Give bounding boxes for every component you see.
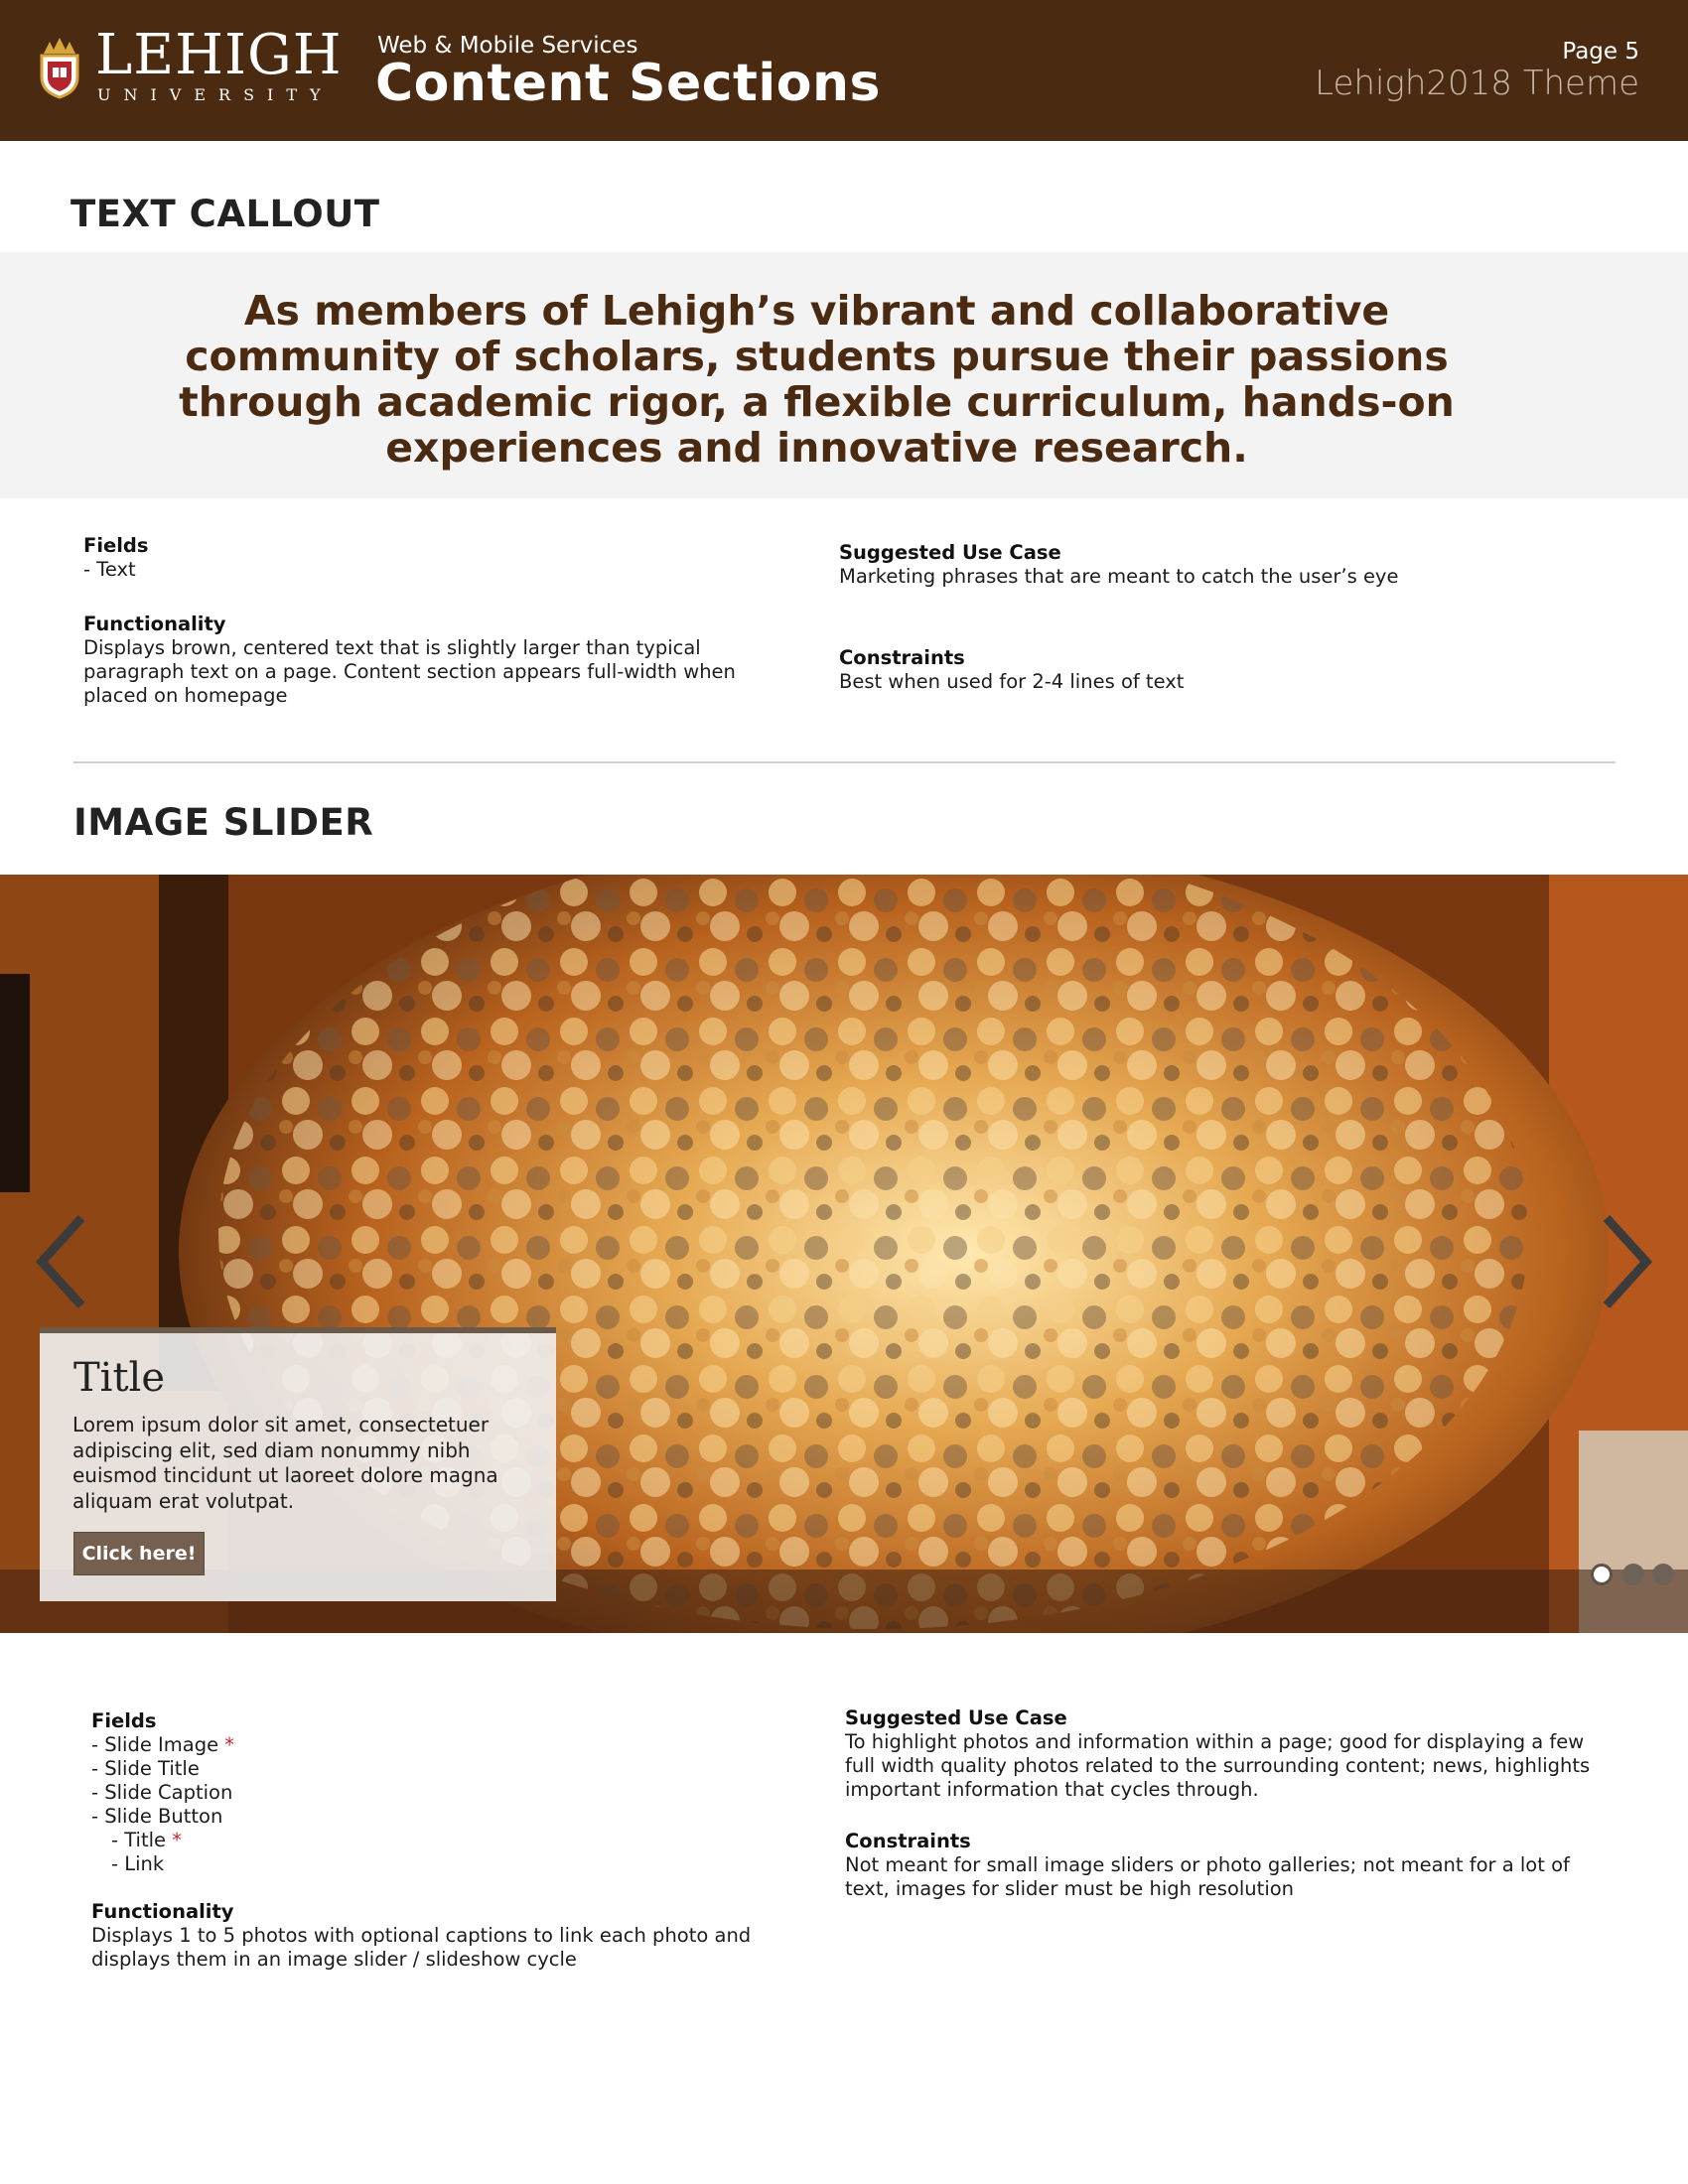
page-number: Page 5 xyxy=(1562,39,1639,65)
chevron-right-icon[interactable] xyxy=(1597,1212,1656,1311)
fields-label: Fields xyxy=(83,534,149,557)
slider-dot-3[interactable] xyxy=(1652,1564,1674,1585)
field-item: - Slide Caption xyxy=(91,1781,233,1804)
functionality-text: Displays brown, centered text that is slightly larger than typical paragraph text on a page. Content section appears full-width when placed on homepage xyxy=(83,636,736,707)
slider-functionality-block xyxy=(91,1900,767,1972)
slide-cta-button[interactable]: Click here! xyxy=(73,1532,205,1575)
functionality-label: Functionality xyxy=(91,1900,234,1923)
callout-text: As members of Lehigh’s vibrant and collaborative community of scholars, students pursue their passions through academic rigor, a flexible curriculum, hands-on experiences and innovative research. xyxy=(179,287,1455,472)
header-subtitle: Web & Mobile Services xyxy=(377,33,638,59)
slide-title: Title xyxy=(73,1355,166,1401)
slider-fields-block xyxy=(91,1709,767,1876)
chevron-left-icon[interactable] xyxy=(32,1212,91,1311)
constraints-text: Not meant for small image sliders or photo galleries; not meant for a lot of text, images for slider must be high resolution xyxy=(845,1853,1570,1900)
slider-constraints-block xyxy=(845,1830,1619,1901)
field-subitem: - Link xyxy=(111,1852,165,1875)
slider-dot-2[interactable] xyxy=(1622,1564,1644,1585)
use-case-text: To highlight photos and information within a page; good for displaying a few full width quality photos related to the surrounding content; news, highlights important information that cycles through. xyxy=(845,1730,1591,1801)
page-header xyxy=(0,0,1688,141)
text-callout-banner xyxy=(0,252,1688,498)
constraints-label: Constraints xyxy=(845,1830,971,1852)
field-item: - Slide Button xyxy=(91,1805,223,1828)
logo-wordmark: LEHIGH xyxy=(95,23,343,87)
slider-pagination xyxy=(1585,1564,1674,1589)
field-subitem: - Title * xyxy=(111,1829,182,1851)
lehigh-logo[interactable] xyxy=(36,23,343,105)
callout-fields-block xyxy=(83,534,759,582)
fields-label: Fields xyxy=(91,1709,157,1732)
slider-dot-1[interactable] xyxy=(1591,1564,1613,1585)
slider-use-case-block xyxy=(845,1706,1619,1802)
field-item: - Text xyxy=(83,558,136,581)
slide-caption: Lorem ipsum dolor sit amet, consectetuer adipiscing elit, sed diam nonummy nibh euismod tincidunt ut laoreet dolore magna aliquam erat volutpat. xyxy=(72,1413,498,1513)
constraints-text: Best when used for 2-4 lines of text xyxy=(839,670,1185,693)
required-mark: * xyxy=(172,1829,182,1851)
required-mark: * xyxy=(224,1733,235,1756)
field-item: - Slide Title xyxy=(91,1757,200,1780)
use-case-label: Suggested Use Case xyxy=(845,1706,1067,1729)
section-divider xyxy=(73,761,1616,763)
use-case-text: Marketing phrases that are meant to catch the user’s eye xyxy=(839,565,1399,588)
slide-caption-box xyxy=(40,1327,556,1601)
field-item: - Slide Image * xyxy=(91,1733,235,1756)
functionality-text: Displays 1 to 5 photos with optional captions to link each photo and displays them in an image slider / slideshow cycle xyxy=(91,1924,752,1971)
theme-name: Lehigh2018 Theme xyxy=(1315,64,1639,103)
page-title: Content Sections xyxy=(375,54,881,113)
callout-use-case-block xyxy=(839,541,1614,589)
image-slider[interactable] xyxy=(0,875,1688,1633)
functionality-label: Functionality xyxy=(83,613,226,635)
logo-subtitle: UNIVERSITY xyxy=(97,85,334,104)
section-heading-text-callout: TEXT CALLOUT xyxy=(70,193,380,235)
use-case-label: Suggested Use Case xyxy=(839,541,1061,564)
callout-constraints-block xyxy=(839,646,1614,694)
constraints-label: Constraints xyxy=(839,646,965,669)
callout-functionality-block xyxy=(83,613,759,708)
university-crest-icon xyxy=(36,38,83,99)
section-heading-image-slider: IMAGE SLIDER xyxy=(73,801,374,844)
